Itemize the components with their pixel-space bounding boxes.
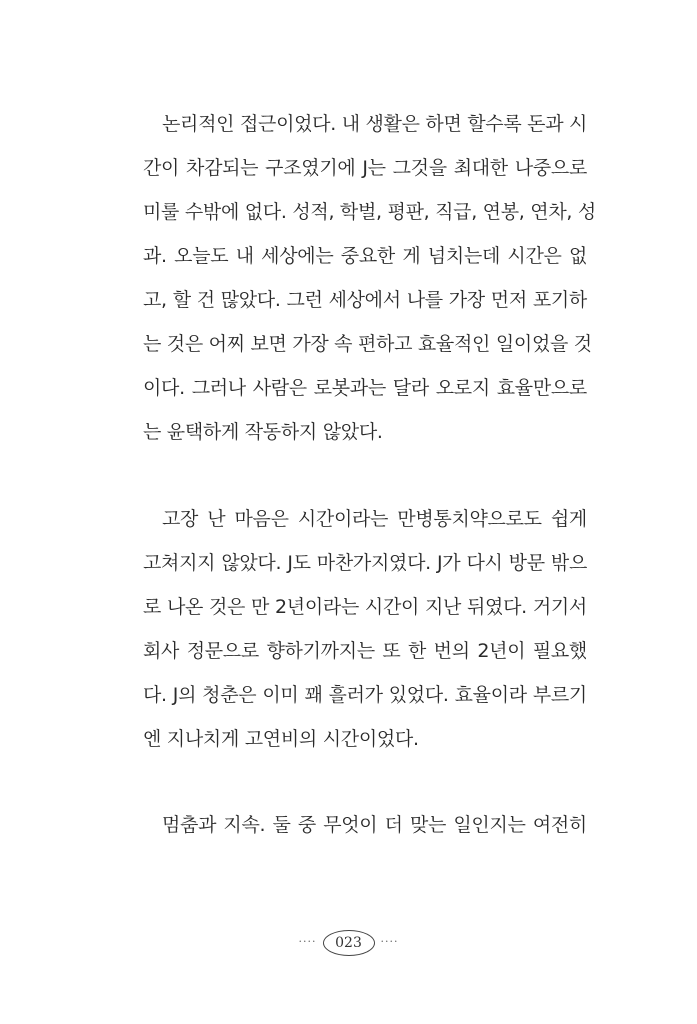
- right-dots-ornament: ····: [380, 934, 399, 948]
- text-line: 고장 난 마음은 시간이라는 만병통치약으로도 쉽게: [162, 508, 587, 530]
- text-line: 엔 지나치게 고연비의 시간이었다.: [143, 728, 419, 750]
- text-line: 논리적인 접근이었다. 내 생활은 하면 할수록 돈과 시: [162, 113, 588, 135]
- text-line: 는 것은 어찌 보면 가장 속 편하고 효율적인 일이었을 것: [143, 333, 592, 355]
- left-dots-ornament: ····: [298, 934, 317, 948]
- text-line: 고, 할 건 많았다. 그런 세상에서 나를 가장 먼저 포기하: [143, 289, 587, 311]
- text-line: 멈춤과 지속. 둘 중 무엇이 더 맞는 일인지는 여전히: [162, 814, 587, 836]
- text-line: 는 윤택하게 작동하지 않았다.: [143, 421, 383, 443]
- page-footer: [0, 930, 697, 956]
- text-line: 회사 정문으로 향하기까지는 또 한 번의 2년이 필요했: [143, 640, 587, 662]
- text-line: 간이 차감되는 구조였기에 J는 그것을 최대한 나중으로: [143, 157, 587, 179]
- page-number: 023: [323, 930, 375, 956]
- text-line: 다. J의 청춘은 이미 꽤 흘러가 있었다. 효율이라 부르기: [143, 684, 587, 706]
- text-line: 이다. 그러나 사람은 로봇과는 달라 오로지 효율만으로: [143, 377, 587, 399]
- text-line: 미룰 수밖에 없다. 성적, 학벌, 평판, 직급, 연봉, 연차, 성: [143, 201, 596, 223]
- text-line: 로 나온 것은 만 2년이라는 시간이 지난 뒤였다. 거기서: [143, 596, 587, 618]
- text-line: 고쳐지지 않았다. J도 마찬가지였다. J가 다시 방문 밖으: [143, 552, 587, 574]
- text-line: 과. 오늘도 내 세상에는 중요한 게 넘치는데 시간은 없: [143, 245, 587, 267]
